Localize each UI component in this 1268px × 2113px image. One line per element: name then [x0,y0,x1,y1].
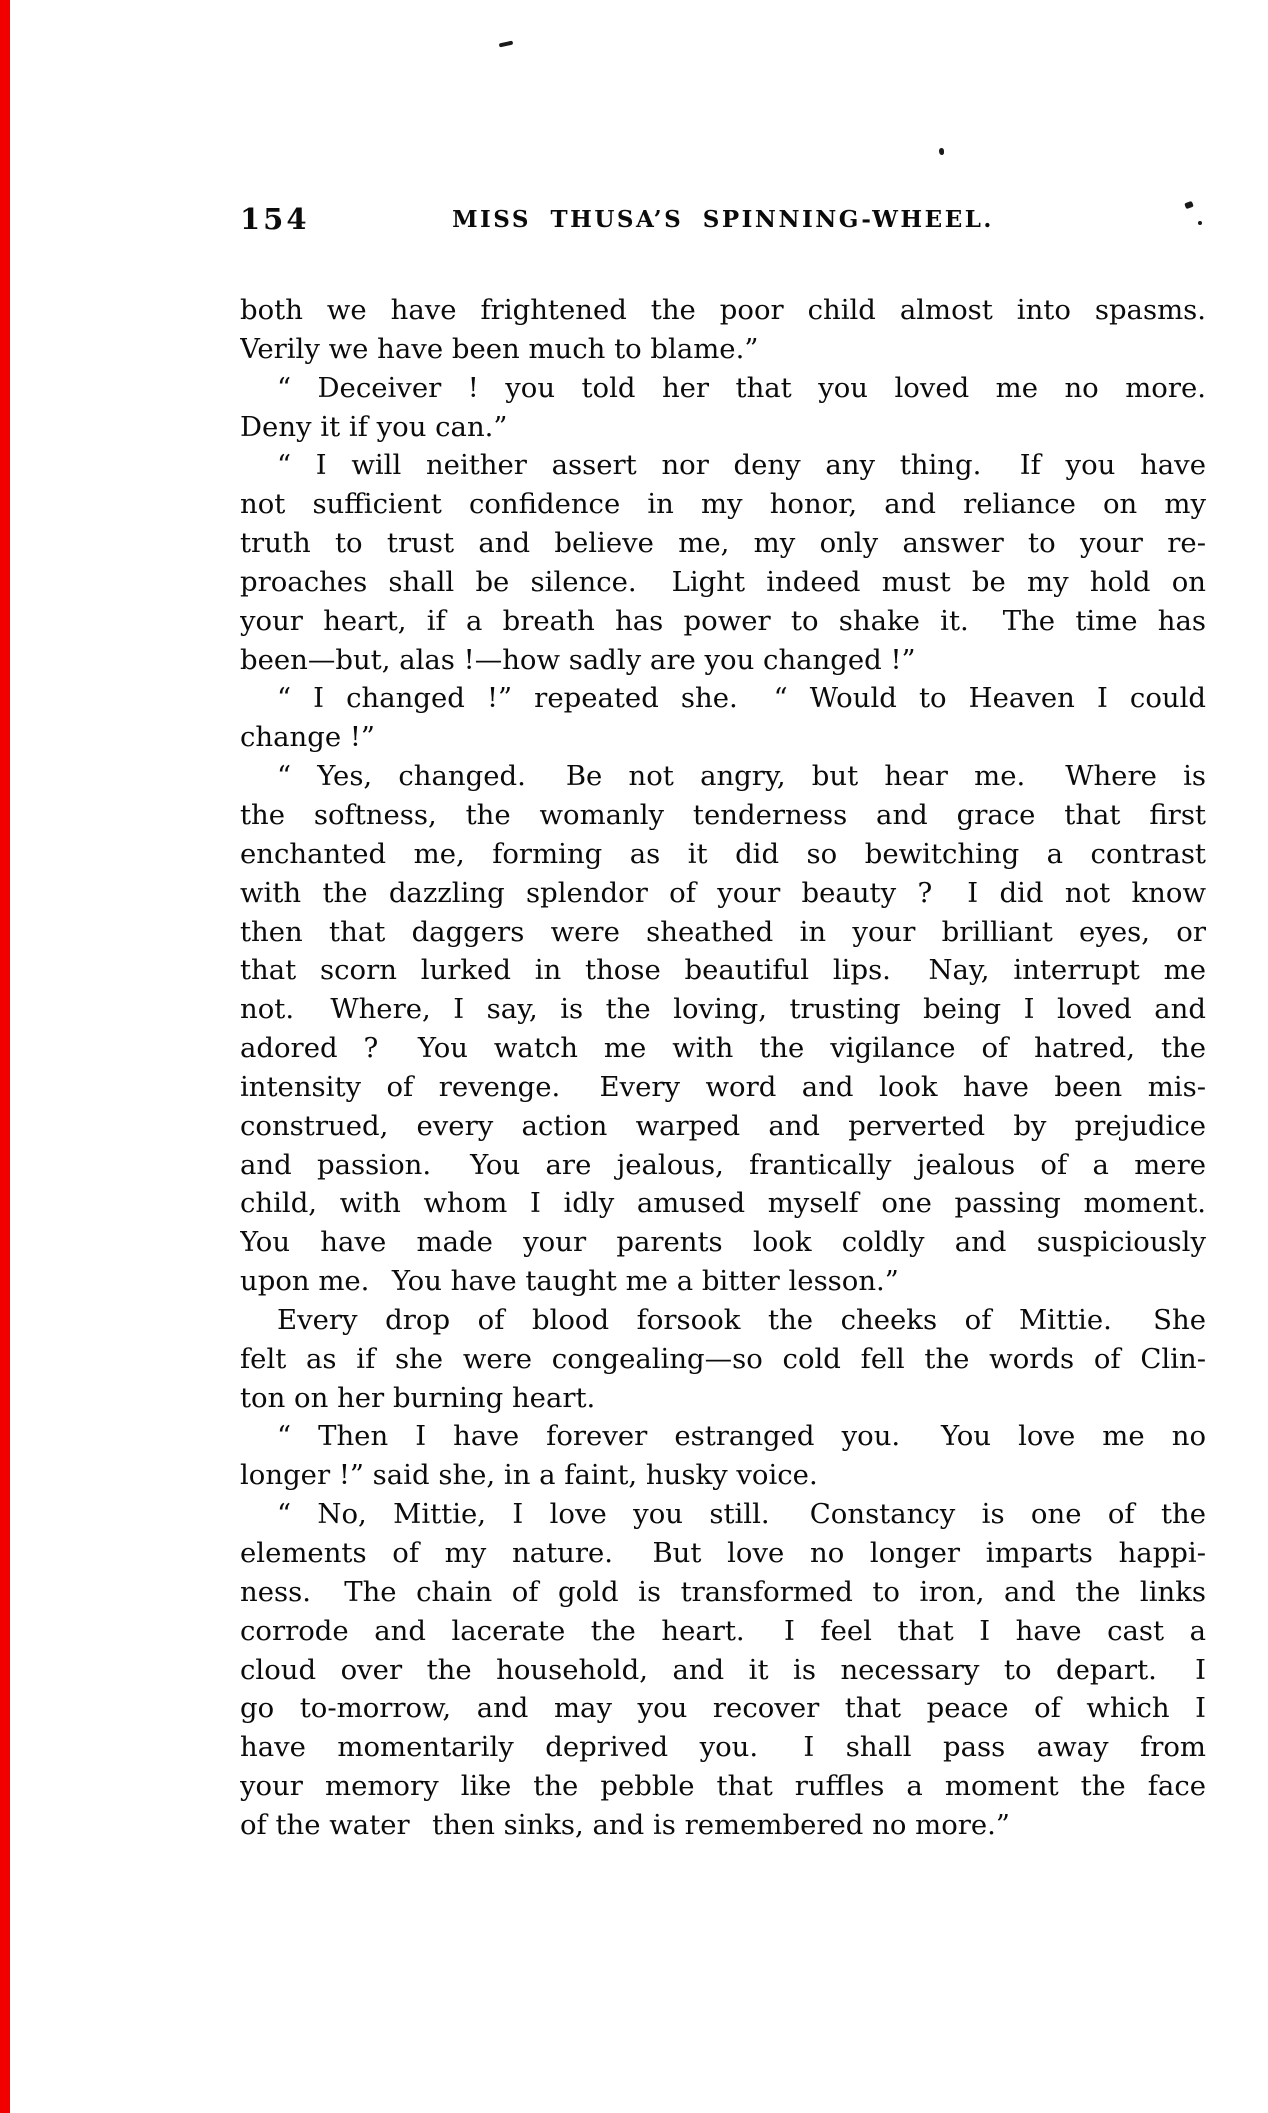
text-line: “ No, Mittie, I love you still. Constancy is one of the [277,1498,1206,1531]
scan-artifact-dash [499,41,514,48]
text-line: the softness, the womanly tenderness and grace that first [240,798,1206,831]
text-line: been—but, alas !—how sadly are you changed !” [240,643,916,676]
text-line: enchanted me, forming as it did so bewitching a contrast [240,837,1206,870]
text-line: child, with whom I idly amused myself one passing moment. [240,1187,1206,1220]
page-text [240,291,1206,1845]
text-line: proaches shall be silence. Light indeed must be my hold on [240,565,1206,598]
text-line: that scorn lurked in those beautiful lips. Nay, interrupt me [240,954,1206,987]
running-header-title: MISS THUSA’S SPINNING-WHEEL. [452,206,994,233]
text-line: Deny it if you can.” [240,410,508,443]
text-line: construed, every action warped and perverted by prejudice [240,1109,1206,1142]
text-line: upon me. You have taught me a bitter lesson.” [240,1265,899,1298]
text-line: of the water then sinks, and is remembered no more.” [240,1808,1010,1841]
running-header [240,200,1206,242]
scan-artifact-dot [939,148,944,155]
text-line: “ I changed !” repeated she. “ Would to Heaven I could [277,682,1206,715]
text-line: “ I will neither assert nor deny any thing. If you have [277,449,1206,482]
text-line: truth to trust and believe me, my only answer to your re- [240,527,1206,560]
book-spine-red-edge [0,0,10,2113]
text-line: with the dazzling splendor of your beauty ? I did not know [240,876,1206,909]
text-line: ness. The chain of gold is transformed to iron, and the links [240,1575,1206,1608]
text-line: have momentarily deprived you. I shall pass away from [240,1731,1206,1764]
text-line: ton on her burning heart. [240,1381,596,1414]
text-line: change !” [240,721,375,754]
text-line: not sufficient confidence in my honor, and reliance on my [240,488,1206,521]
text-line: “ Yes, changed. Be not angry, but hear me. Where is [277,760,1206,793]
page-number: 154 [240,202,310,236]
text-line: your heart, if a breath has power to shake it. The time has [240,604,1206,637]
text-line: your memory like the pebble that ruffles a moment the face [240,1770,1206,1803]
text-line: elements of my nature. But love no longer imparts happi- [240,1537,1206,1569]
text-line: intensity of revenge. Every word and look have been mis- [240,1070,1206,1103]
text-line: Verily we have been much to blame.” [240,332,759,365]
text-line: felt as if she were congealing—so cold fell the words of Clin- [240,1342,1206,1375]
text-line: go to-morrow, and may you recover that peace of which I [240,1692,1206,1725]
text-line: corrode and lacerate the heart. I feel that I have cast a [240,1614,1206,1647]
text-line: Every drop of blood forsook the cheeks of Mittie. She [277,1303,1206,1336]
text-line: adored ? You watch me with the vigilance of hatred, the [240,1032,1206,1065]
text-line: not. Where, I say, is the loving, trusting being I loved and [240,993,1206,1026]
text-line: “ Deceiver ! you told her that you loved me no more. [277,371,1206,404]
text-line: longer !” said she, in a faint, husky voice. [240,1459,818,1492]
text-line: You have made your parents look coldly and suspiciously [240,1226,1206,1259]
text-line: and passion. You are jealous, frantically jealous of a mere [240,1148,1206,1181]
text-line: cloud over the household, and it is necessary to depart. I [240,1653,1206,1686]
text-line: “ Then I have forever estranged you. You love me no [277,1420,1206,1453]
text-line: both we have frightened the poor child almost into spasms. [240,294,1206,326]
text-line: then that daggers were sheathed in your brilliant eyes, or [240,915,1206,948]
